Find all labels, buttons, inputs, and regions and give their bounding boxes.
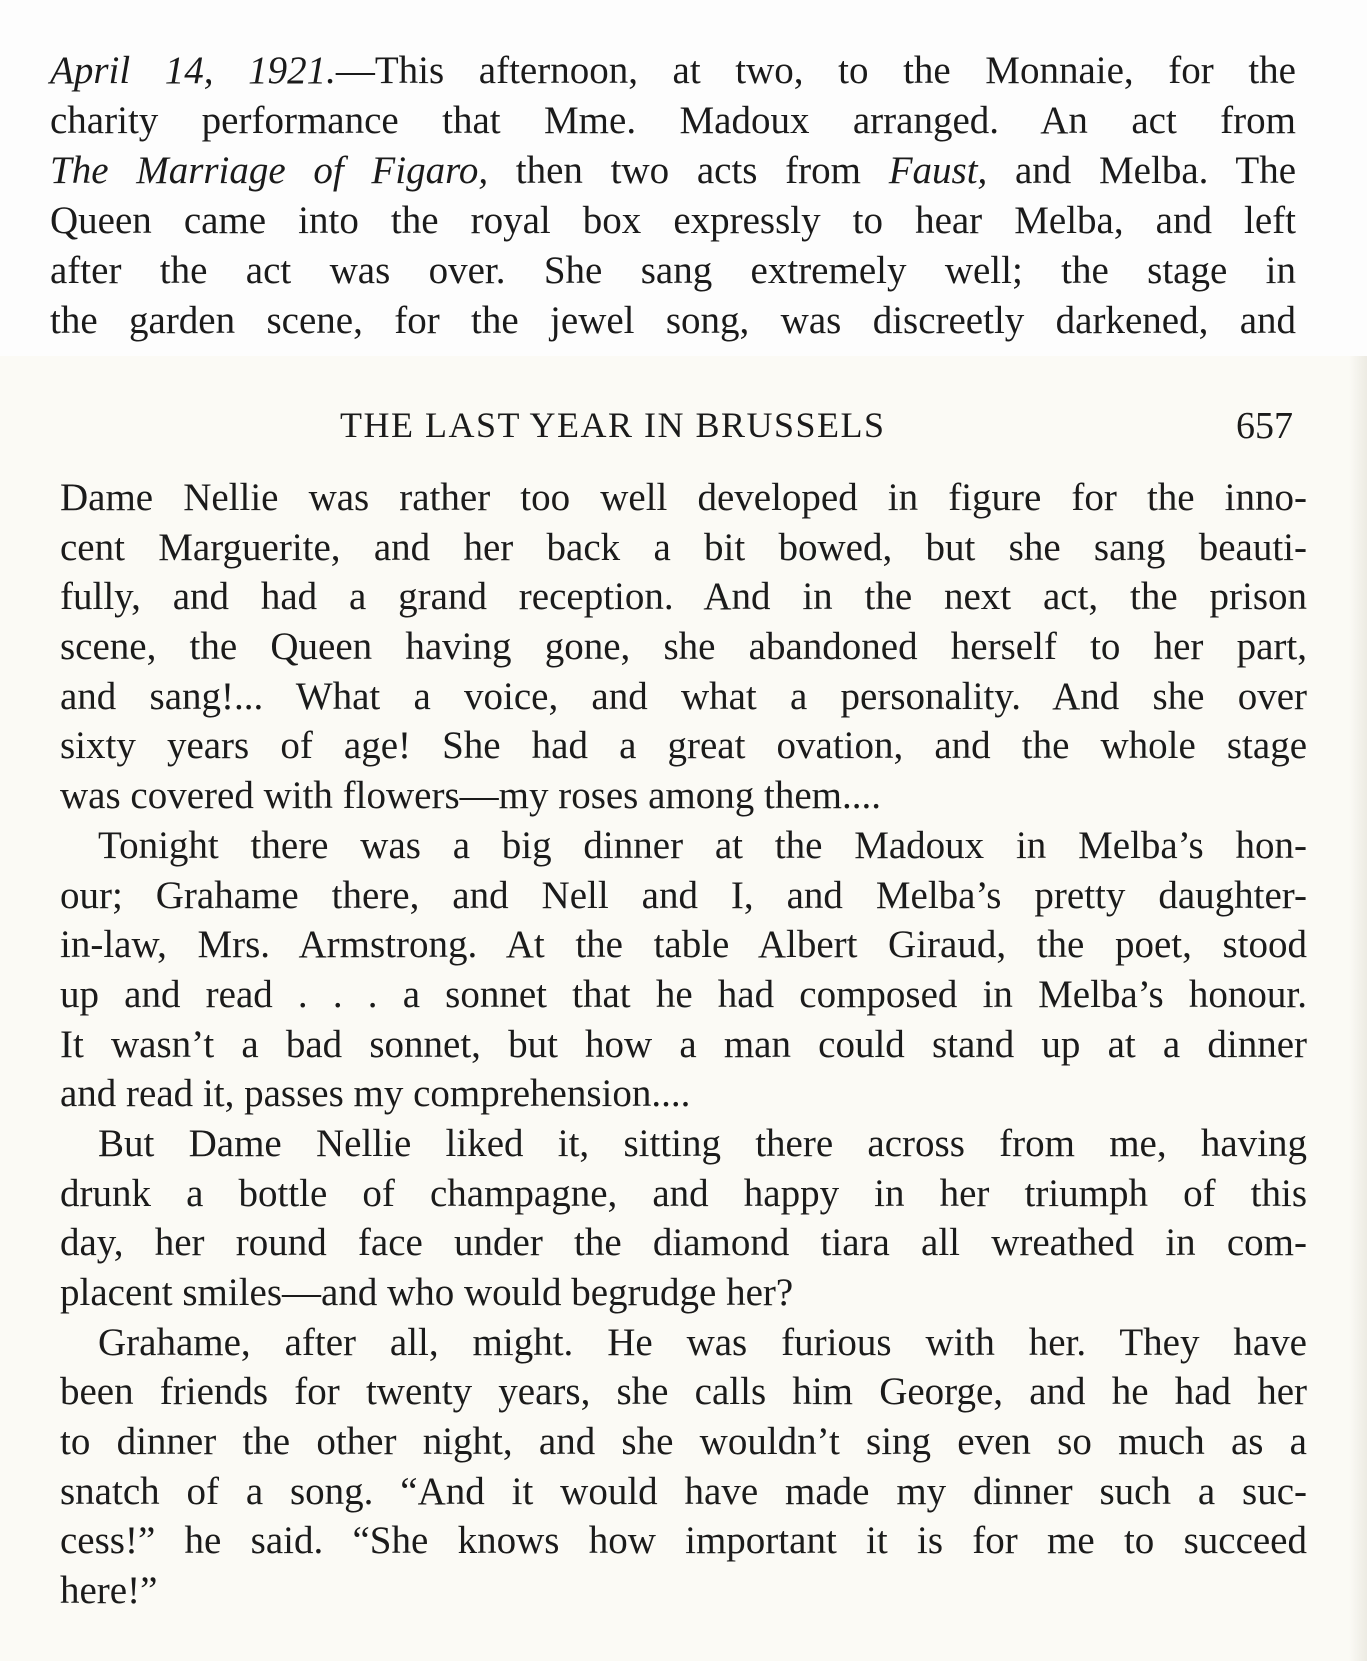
text-run: and Melba. The [987, 149, 1297, 192]
text-line: cess!” he said. “She knows how important it is for me to succeed [60, 1519, 1307, 1563]
text-run: Queen came into the royal box expressly to hear Melba, and left [50, 199, 1296, 242]
text-line: day, her round face under the diamond tiara all wreathed in com- [60, 1221, 1307, 1265]
text-line: up and read . . . a sonnet that he had composed in Melba’s honour. [60, 972, 1307, 1016]
text-line: cent Marguerite, and her back a bit bowed, but she sang beauti- [60, 525, 1307, 569]
text-line: to dinner the other night, and she wouldn’t sing even so much as a [60, 1420, 1307, 1464]
text-line: fully, and had a grand reception. And in the next act, the prison [60, 575, 1307, 619]
text-line: Dame Nellie was rather too well developed in figure for the inno- [60, 476, 1307, 519]
top-passage [50, 46, 1296, 346]
text-line [50, 46, 1296, 96]
text-line: drunk a bottle of champagne, and happy in her triumph of this [60, 1171, 1307, 1215]
italic-run: April 14, 1921. [50, 49, 336, 92]
text-run: after the act was over. She sang extremely well; the stage in [50, 249, 1296, 292]
text-run: —This afternoon, at two, to the Monnaie, for the [335, 49, 1296, 92]
text-line [50, 296, 1296, 346]
text-line: scene, the Queen having gone, she abandoned herself to her part, [60, 625, 1307, 669]
text-line [50, 96, 1296, 146]
text-line: Grahame, after all, might. He was furious with her. They have [98, 1320, 1307, 1364]
text-line: was covered with flowers—my roses among them.... [60, 774, 881, 818]
page-edge-shadow [1349, 356, 1367, 1661]
text-run: the garden scene, for the jewel song, was discreetly darkened, and [50, 299, 1296, 342]
text-line: and sang!... What a voice, and what a personality. And she over [60, 674, 1307, 718]
text-line: here!” [60, 1569, 158, 1613]
text-line: our; Grahame there, and Nell and I, and Melba’s pretty daughter- [60, 873, 1307, 917]
italic-run: The Marriage of Figaro, [50, 149, 489, 192]
text-line: placent smiles—and who would begrudge her? [60, 1271, 794, 1314]
text-line [50, 146, 1296, 196]
text-line: in-law, Mrs. Armstrong. At the table Albert Giraud, the poet, stood [60, 923, 1307, 967]
paragraph [60, 1119, 1307, 1318]
text-line: and read it, passes my comprehension.... [60, 1072, 691, 1116]
text-run: then two acts from [488, 149, 889, 192]
text-line: But Dame Nellie liked it, sitting there across from me, having [98, 1121, 1307, 1165]
text-line [50, 246, 1296, 296]
text-line: Tonight there was a big dinner at the Madoux in Melba’s hon- [98, 823, 1307, 867]
text-line: been friends for twenty years, she calls him George, and he had her [60, 1370, 1307, 1414]
page-body [60, 473, 1307, 1616]
text-line: It wasn’t a bad sonnet, but how a man could stand up at a dinner [60, 1022, 1307, 1066]
running-head: THE LAST YEAR IN BRUSSELS [340, 405, 886, 445]
paragraph [60, 821, 1307, 1119]
text-line: snatch of a song. “And it would have made my dinner such a suc- [60, 1469, 1307, 1513]
text-line: sixty years of age! She had a great ovation, and the whole stage [60, 724, 1307, 768]
paragraph [60, 473, 1307, 821]
italic-run: Faust, [888, 149, 988, 192]
text-run: charity performance that Mme. Madoux arranged. An act from [50, 99, 1296, 142]
paragraph [60, 1318, 1307, 1616]
page-number: 657 [1236, 405, 1293, 447]
text-line [50, 196, 1296, 246]
